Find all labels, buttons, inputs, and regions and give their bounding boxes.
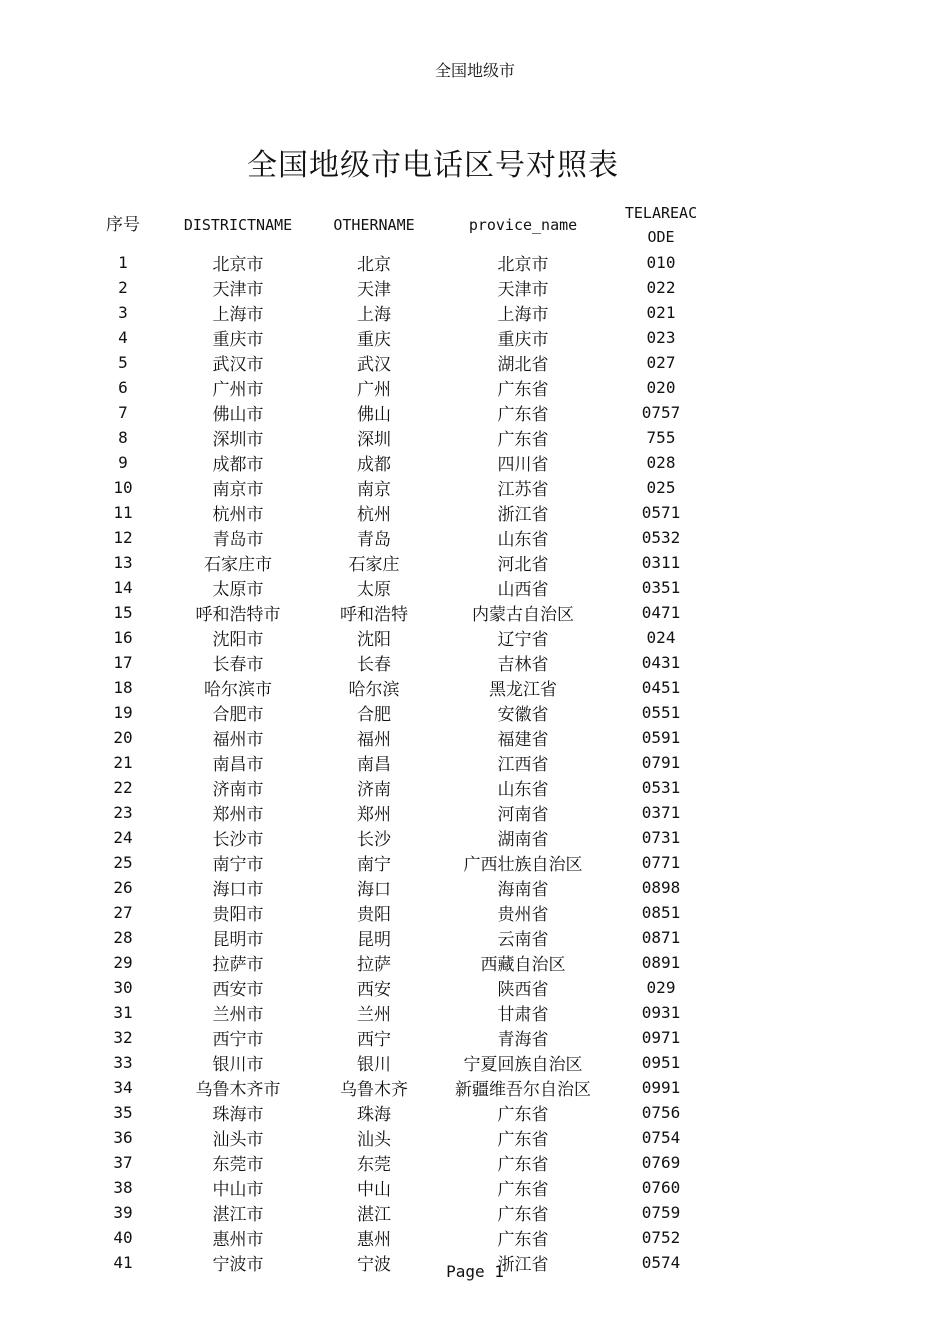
other-name: 贵阳 <box>357 905 391 925</box>
province-name: 贵州省 <box>497 905 549 925</box>
column-header-districtname: DISTRICTNAME <box>183 216 293 234</box>
table-row <box>91 1125 703 1150</box>
province-name: 山东省 <box>497 530 549 550</box>
row-index: 34 <box>113 1078 133 1097</box>
area-code: 022 <box>646 278 676 297</box>
row-index: 12 <box>113 528 133 547</box>
district-name: 海口市 <box>212 880 264 900</box>
table-row <box>91 700 703 725</box>
area-code: 0532 <box>641 528 681 547</box>
district-name: 成都市 <box>212 455 264 475</box>
table-row <box>91 575 703 600</box>
table-row <box>91 850 703 875</box>
area-code: 023 <box>646 328 676 347</box>
other-name: 银川 <box>357 1055 391 1075</box>
table-row <box>91 800 703 825</box>
area-code: 0471 <box>641 603 681 622</box>
area-code: 0531 <box>641 778 681 797</box>
table-row <box>91 1200 703 1225</box>
area-code: 0991 <box>641 1078 681 1097</box>
other-name: 拉萨 <box>357 955 391 975</box>
district-name: 太原市 <box>212 580 264 600</box>
province-name: 新疆维吾尔自治区 <box>455 1080 591 1100</box>
province-name: 天津市 <box>497 280 549 300</box>
table-row <box>91 425 703 450</box>
area-code: 0891 <box>641 953 681 972</box>
other-name: 深圳 <box>357 430 391 450</box>
province-name: 浙江省 <box>497 505 549 525</box>
table-row <box>91 450 703 475</box>
column-header-province-name: provice_name <box>468 216 578 234</box>
province-name: 云南省 <box>497 930 549 950</box>
province-name: 宁夏回族自治区 <box>463 1055 583 1075</box>
other-name: 西安 <box>357 980 391 1000</box>
other-name: 青岛 <box>357 530 391 550</box>
province-name: 广西壮族自治区 <box>463 855 583 875</box>
other-name: 兰州 <box>357 1005 391 1025</box>
table-row <box>91 925 703 950</box>
row-index: 24 <box>113 828 133 847</box>
district-name: 上海市 <box>212 305 264 325</box>
row-index: 20 <box>113 728 133 747</box>
district-name: 哈尔滨市 <box>204 680 272 700</box>
other-name: 沈阳 <box>357 630 391 650</box>
table-header-row <box>91 200 703 250</box>
area-code: 0431 <box>641 653 681 672</box>
area-code: 025 <box>646 478 676 497</box>
table-row <box>91 300 703 325</box>
area-code: 0769 <box>641 1153 681 1172</box>
district-name: 宁波市 <box>212 1255 264 1275</box>
row-index: 30 <box>113 978 133 997</box>
table-row <box>91 675 703 700</box>
area-code: 0898 <box>641 878 681 897</box>
row-index: 16 <box>113 628 133 647</box>
province-name: 北京市 <box>497 255 549 275</box>
table-row <box>91 900 703 925</box>
district-name: 南宁市 <box>212 855 264 875</box>
row-index: 18 <box>113 678 133 697</box>
other-name: 重庆 <box>357 330 391 350</box>
district-name: 汕头市 <box>212 1130 264 1150</box>
province-name: 江苏省 <box>497 480 549 500</box>
row-index: 35 <box>113 1103 133 1122</box>
table-row <box>91 350 703 375</box>
province-name: 湖南省 <box>497 830 549 850</box>
province-name: 辽宁省 <box>497 630 549 650</box>
district-name: 西安市 <box>212 980 264 1000</box>
page-title: 全国地级市电话区号对照表 <box>247 148 619 183</box>
area-code: 0791 <box>641 753 681 772</box>
district-name: 东莞市 <box>212 1155 264 1175</box>
row-index: 1 <box>118 253 128 272</box>
area-code-table <box>91 200 703 1275</box>
area-code: 0574 <box>641 1253 681 1272</box>
area-code: 0571 <box>641 503 681 522</box>
table-row <box>91 1100 703 1125</box>
row-index: 7 <box>118 403 128 422</box>
district-name: 西宁市 <box>212 1030 264 1050</box>
district-name: 合肥市 <box>212 705 264 725</box>
table-row <box>91 525 703 550</box>
other-name: 广州 <box>357 380 391 400</box>
row-index: 9 <box>118 453 128 472</box>
table-row <box>91 950 703 975</box>
other-name: 济南 <box>357 780 391 800</box>
province-name: 广东省 <box>497 430 549 450</box>
other-name: 武汉 <box>357 355 391 375</box>
area-code: 0752 <box>641 1228 681 1247</box>
district-name: 沈阳市 <box>212 630 264 650</box>
district-name: 南昌市 <box>212 755 264 775</box>
district-name: 青岛市 <box>212 530 264 550</box>
table-row <box>91 725 703 750</box>
district-name: 武汉市 <box>212 355 264 375</box>
other-name: 杭州 <box>357 505 391 525</box>
area-code: 0760 <box>641 1178 681 1197</box>
district-name: 广州市 <box>212 380 264 400</box>
row-index: 40 <box>113 1228 133 1247</box>
table-row <box>91 375 703 400</box>
province-name: 广东省 <box>497 1155 549 1175</box>
row-index: 15 <box>113 603 133 622</box>
province-name: 广东省 <box>497 1130 549 1150</box>
row-index: 8 <box>118 428 128 447</box>
other-name: 汕头 <box>357 1130 391 1150</box>
province-name: 吉林省 <box>497 655 549 675</box>
table-row <box>91 775 703 800</box>
province-name: 河北省 <box>497 555 549 575</box>
province-name: 上海市 <box>497 305 549 325</box>
area-code: 0551 <box>641 703 681 722</box>
province-name: 江西省 <box>497 755 549 775</box>
row-index: 27 <box>113 903 133 922</box>
table-row <box>91 1225 703 1250</box>
province-name: 西藏自治区 <box>480 955 566 975</box>
area-code: 0591 <box>641 728 681 747</box>
district-name: 贵阳市 <box>212 905 264 925</box>
table-row <box>91 625 703 650</box>
district-name: 乌鲁木齐市 <box>195 1080 281 1100</box>
row-index: 19 <box>113 703 133 722</box>
area-code: 027 <box>646 353 676 372</box>
province-name: 广东省 <box>497 1105 549 1125</box>
province-name: 山东省 <box>497 780 549 800</box>
district-name: 北京市 <box>212 255 264 275</box>
table-row <box>91 1150 703 1175</box>
district-name: 珠海市 <box>212 1105 264 1125</box>
row-index: 5 <box>118 353 128 372</box>
row-index: 39 <box>113 1203 133 1222</box>
column-header-othername: OTHERNAME <box>333 216 415 234</box>
district-name: 中山市 <box>212 1180 264 1200</box>
table-row <box>91 650 703 675</box>
district-name: 惠州市 <box>212 1230 264 1250</box>
row-index: 2 <box>118 278 128 297</box>
province-name: 海南省 <box>497 880 549 900</box>
province-name: 湖北省 <box>497 355 549 375</box>
row-index: 29 <box>113 953 133 972</box>
table-row <box>91 400 703 425</box>
area-code: 021 <box>646 303 676 322</box>
area-code: 0754 <box>641 1128 681 1147</box>
district-name: 郑州市 <box>212 805 264 825</box>
other-name: 上海 <box>357 305 391 325</box>
province-name: 河南省 <box>497 805 549 825</box>
other-name: 成都 <box>357 455 391 475</box>
area-code: 0451 <box>641 678 681 697</box>
column-header-index: 序号 <box>106 215 140 235</box>
other-name: 郑州 <box>357 805 391 825</box>
other-name: 惠州 <box>357 1230 391 1250</box>
row-index: 22 <box>113 778 133 797</box>
area-code: 0971 <box>641 1028 681 1047</box>
other-name: 长沙 <box>357 830 391 850</box>
district-name: 天津市 <box>212 280 264 300</box>
row-index: 41 <box>113 1253 133 1272</box>
other-name: 南昌 <box>357 755 391 775</box>
area-code: 0871 <box>641 928 681 947</box>
province-name: 青海省 <box>497 1030 549 1050</box>
area-code: 0731 <box>641 828 681 847</box>
other-name: 天津 <box>357 280 391 300</box>
other-name: 石家庄 <box>348 555 400 575</box>
table-row <box>91 550 703 575</box>
other-name: 佛山 <box>357 405 391 425</box>
other-name: 北京 <box>357 255 391 275</box>
row-index: 25 <box>113 853 133 872</box>
other-name: 太原 <box>357 580 391 600</box>
province-name: 广东省 <box>497 1205 549 1225</box>
other-name: 海口 <box>357 880 391 900</box>
other-name: 珠海 <box>357 1105 391 1125</box>
row-index: 26 <box>113 878 133 897</box>
other-name: 合肥 <box>357 705 391 725</box>
page-header: 全国地级市 <box>434 61 515 80</box>
row-index: 36 <box>113 1128 133 1147</box>
row-index: 23 <box>113 803 133 822</box>
table-row <box>91 250 703 275</box>
row-index: 10 <box>113 478 133 497</box>
province-name: 黑龙江省 <box>489 680 557 700</box>
column-header-telareacode: TELAREAC ODE <box>624 204 698 246</box>
table-row <box>91 1075 703 1100</box>
row-index: 3 <box>118 303 128 322</box>
area-code: 0757 <box>641 403 681 422</box>
district-name: 拉萨市 <box>212 955 264 975</box>
table-row <box>91 500 703 525</box>
other-name: 中山 <box>357 1180 391 1200</box>
row-index: 32 <box>113 1028 133 1047</box>
province-name: 广东省 <box>497 380 549 400</box>
page-footer: Page 1 <box>446 1262 504 1281</box>
table-row <box>91 600 703 625</box>
other-name: 乌鲁木齐 <box>340 1080 408 1100</box>
area-code: 755 <box>646 428 676 447</box>
table-row <box>91 975 703 1000</box>
other-name: 昆明 <box>357 930 391 950</box>
table-row <box>91 325 703 350</box>
row-index: 38 <box>113 1178 133 1197</box>
province-name: 广东省 <box>497 1230 549 1250</box>
row-index: 4 <box>118 328 128 347</box>
row-index: 17 <box>113 653 133 672</box>
area-code: 0851 <box>641 903 681 922</box>
table-row <box>91 1050 703 1075</box>
other-name: 湛江 <box>357 1205 391 1225</box>
district-name: 长春市 <box>212 655 264 675</box>
table-row <box>91 825 703 850</box>
row-index: 21 <box>113 753 133 772</box>
district-name: 重庆市 <box>212 330 264 350</box>
other-name: 哈尔滨 <box>348 680 400 700</box>
province-name: 福建省 <box>497 730 549 750</box>
area-code: 0311 <box>641 553 681 572</box>
table-row <box>91 475 703 500</box>
row-index: 11 <box>113 503 133 522</box>
area-code: 0371 <box>641 803 681 822</box>
province-name: 山西省 <box>497 580 549 600</box>
other-name: 南京 <box>357 480 391 500</box>
row-index: 14 <box>113 578 133 597</box>
province-name: 安徽省 <box>497 705 549 725</box>
table-row <box>91 1025 703 1050</box>
district-name: 兰州市 <box>212 1005 264 1025</box>
other-name: 福州 <box>357 730 391 750</box>
area-code: 0756 <box>641 1103 681 1122</box>
district-name: 昆明市 <box>212 930 264 950</box>
area-code: 0759 <box>641 1203 681 1222</box>
other-name: 宁波 <box>357 1255 391 1275</box>
district-name: 南京市 <box>212 480 264 500</box>
district-name: 深圳市 <box>212 430 264 450</box>
area-code: 0771 <box>641 853 681 872</box>
row-index: 28 <box>113 928 133 947</box>
row-index: 31 <box>113 1003 133 1022</box>
row-index: 37 <box>113 1153 133 1172</box>
area-code: 0931 <box>641 1003 681 1022</box>
other-name: 南宁 <box>357 855 391 875</box>
district-name: 济南市 <box>212 780 264 800</box>
province-name: 广东省 <box>497 1180 549 1200</box>
district-name: 湛江市 <box>212 1205 264 1225</box>
province-name: 甘肃省 <box>497 1005 549 1025</box>
table-row <box>91 275 703 300</box>
table-row <box>91 750 703 775</box>
province-name: 浙江省 <box>497 1255 549 1275</box>
area-code: 0951 <box>641 1053 681 1072</box>
area-code: 010 <box>646 253 676 272</box>
province-name: 广东省 <box>497 405 549 425</box>
other-name: 东莞 <box>357 1155 391 1175</box>
row-index: 33 <box>113 1053 133 1072</box>
district-name: 杭州市 <box>212 505 264 525</box>
province-name: 陕西省 <box>497 980 549 1000</box>
province-name: 内蒙古自治区 <box>472 605 574 625</box>
area-code: 029 <box>646 978 676 997</box>
other-name: 长春 <box>357 655 391 675</box>
area-code: 0351 <box>641 578 681 597</box>
district-name: 佛山市 <box>212 405 264 425</box>
province-name: 重庆市 <box>497 330 549 350</box>
table-row <box>91 1175 703 1200</box>
district-name: 石家庄市 <box>204 555 272 575</box>
area-code: 028 <box>646 453 676 472</box>
row-index: 6 <box>118 378 128 397</box>
other-name: 呼和浩特 <box>340 605 408 625</box>
area-code: 020 <box>646 378 676 397</box>
row-index: 13 <box>113 553 133 572</box>
table-row <box>91 1000 703 1025</box>
district-name: 银川市 <box>212 1055 264 1075</box>
district-name: 福州市 <box>212 730 264 750</box>
province-name: 四川省 <box>497 455 549 475</box>
area-code: 024 <box>646 628 676 647</box>
district-name: 呼和浩特市 <box>195 605 281 625</box>
other-name: 西宁 <box>357 1030 391 1050</box>
district-name: 长沙市 <box>212 830 264 850</box>
table-row <box>91 875 703 900</box>
